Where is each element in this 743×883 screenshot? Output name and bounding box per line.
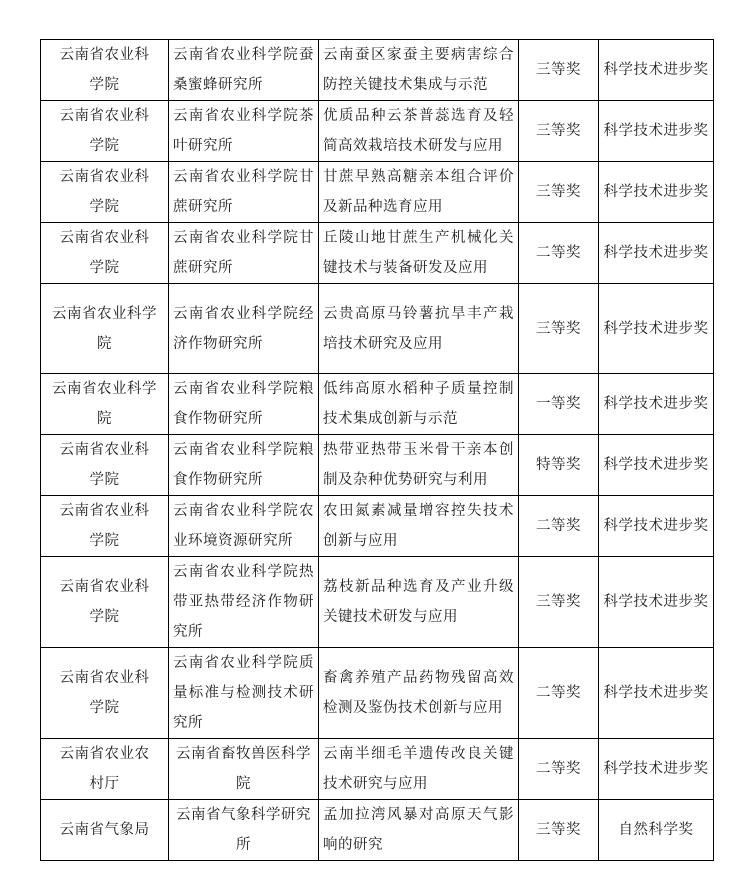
category-cell: 科学技术进步奖 xyxy=(599,40,714,101)
table-row xyxy=(41,739,714,800)
level-cell: 一等奖 xyxy=(519,374,599,435)
level-cell: 三等奖 xyxy=(519,284,599,374)
unit-cell: 云南省农业科学院甘蔗研究所 xyxy=(169,223,319,284)
project-cell: 甘蔗早熟高糖亲本组合评价及新品种选育应用 xyxy=(319,162,519,223)
awards-table xyxy=(40,39,714,861)
level-cell: 三等奖 xyxy=(519,40,599,101)
unit-cell: 云南省农业科学院质量标准与检测技术研究所 xyxy=(169,648,319,739)
unit-cell: 云南省农业科学院甘蔗研究所 xyxy=(169,162,319,223)
unit-cell: 云南省农业科学院茶叶研究所 xyxy=(169,101,319,162)
category-cell: 科学技术进步奖 xyxy=(599,739,714,800)
project-cell: 云南半细毛羊遗传改良关键技术研究与应用 xyxy=(319,739,519,800)
project-cell: 农田氮素减量增容控失技术创新与应用 xyxy=(319,496,519,557)
project-cell: 荔枝新品种选育及产业升级关键技术研发与应用 xyxy=(319,557,519,648)
dept-cell: 云南省农业科学院 xyxy=(41,496,169,557)
category-cell: 科学技术进步奖 xyxy=(599,284,714,374)
table-row xyxy=(41,648,714,739)
dept-cell: 云南省农业科学院 xyxy=(41,40,169,101)
category-cell: 科学技术进步奖 xyxy=(599,101,714,162)
category-cell: 科学技术进步奖 xyxy=(599,374,714,435)
unit-cell: 云南省气象科学研究所 xyxy=(169,800,319,861)
unit-cell: 云南省农业科学院经济作物研究所 xyxy=(169,284,319,374)
level-cell: 三等奖 xyxy=(519,162,599,223)
project-cell: 优质品种云茶普蕊选育及轻简高效栽培技术研发与应用 xyxy=(319,101,519,162)
project-cell: 丘陵山地甘蔗生产机械化关键技术与装备研发及应用 xyxy=(319,223,519,284)
level-cell: 二等奖 xyxy=(519,648,599,739)
project-cell: 畜禽养殖产品药物残留高效检测及鉴伪技术创新与应用 xyxy=(319,648,519,739)
project-cell: 云南蚕区家蚕主要病害综合防控关键技术集成与示范 xyxy=(319,40,519,101)
category-cell: 自然科学奖 xyxy=(599,800,714,861)
category-cell: 科学技术进步奖 xyxy=(599,557,714,648)
table-row xyxy=(41,557,714,648)
table-row xyxy=(41,40,714,101)
dept-cell: 云南省农业科学院 xyxy=(41,648,169,739)
category-cell: 科学技术进步奖 xyxy=(599,648,714,739)
category-cell: 科学技术进步奖 xyxy=(599,435,714,496)
unit-cell: 云南省农业科学院粮食作物研究所 xyxy=(169,374,319,435)
level-cell: 二等奖 xyxy=(519,496,599,557)
table-row xyxy=(41,223,714,284)
level-cell: 特等奖 xyxy=(519,435,599,496)
category-cell: 科学技术进步奖 xyxy=(599,223,714,284)
level-cell: 三等奖 xyxy=(519,800,599,861)
unit-cell: 云南省农业科学院热带亚热带经济作物研究所 xyxy=(169,557,319,648)
unit-cell: 云南省农业科学院农业环境资源研究所 xyxy=(169,496,319,557)
level-cell: 三等奖 xyxy=(519,557,599,648)
category-cell: 科学技术进步奖 xyxy=(599,496,714,557)
dept-cell: 云南省气象局 xyxy=(41,800,169,861)
dept-cell: 云南省农业农村厅 xyxy=(41,739,169,800)
dept-cell: 云南省农业科学院 xyxy=(41,374,169,435)
dept-cell: 云南省农业科学院 xyxy=(41,101,169,162)
table-row xyxy=(41,162,714,223)
dept-cell: 云南省农业科学院 xyxy=(41,223,169,284)
dept-cell: 云南省农业科学院 xyxy=(41,284,169,374)
category-cell: 科学技术进步奖 xyxy=(599,162,714,223)
level-cell: 二等奖 xyxy=(519,223,599,284)
table-row xyxy=(41,800,714,861)
table-row xyxy=(41,435,714,496)
table-row xyxy=(41,496,714,557)
project-cell: 孟加拉湾风暴对高原天气影响的研究 xyxy=(319,800,519,861)
table-row xyxy=(41,374,714,435)
unit-cell: 云南省农业科学院蚕桑蜜蜂研究所 xyxy=(169,40,319,101)
level-cell: 二等奖 xyxy=(519,739,599,800)
level-cell: 三等奖 xyxy=(519,101,599,162)
unit-cell: 云南省畜牧兽医科学院 xyxy=(169,739,319,800)
project-cell: 云贵高原马铃薯抗旱丰产栽培技术研究及应用 xyxy=(319,284,519,374)
table-row xyxy=(41,284,714,374)
dept-cell: 云南省农业科学院 xyxy=(41,162,169,223)
project-cell: 热带亚热带玉米骨干亲本创制及杂种优势研究与利用 xyxy=(319,435,519,496)
table-row xyxy=(41,101,714,162)
project-cell: 低纬高原水稻种子质量控制技术集成创新与示范 xyxy=(319,374,519,435)
dept-cell: 云南省农业科学院 xyxy=(41,435,169,496)
unit-cell: 云南省农业科学院粮食作物研究所 xyxy=(169,435,319,496)
dept-cell: 云南省农业科学院 xyxy=(41,557,169,648)
